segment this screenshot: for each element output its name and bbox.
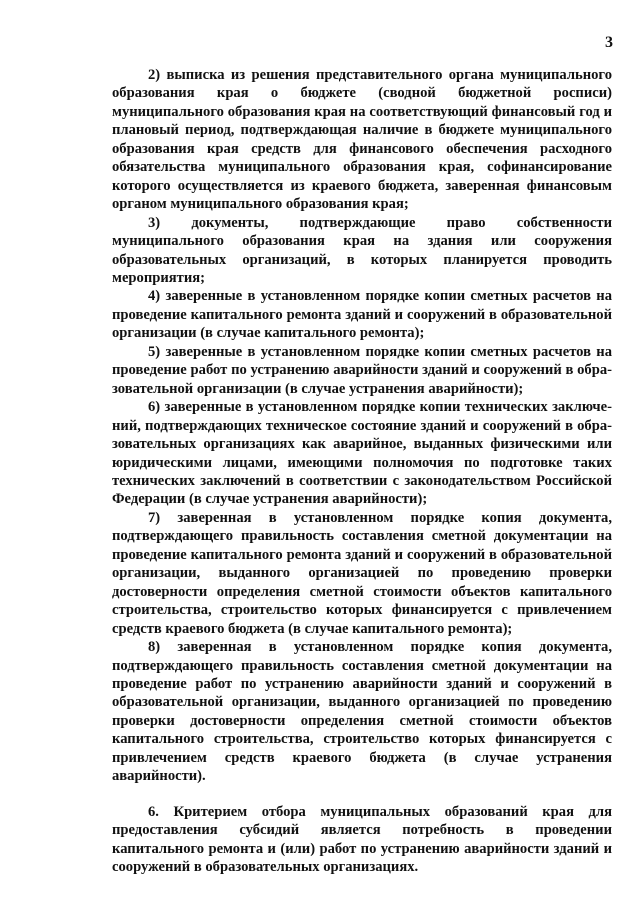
section-6-paragraph: 6. Критерием отбора муниципальных образований края для предоставления субсидий является потребность в проведении капитального ремонта и (или) работ по устранению аварийности зданий и сооружений в образовательных организациях. (112, 803, 612, 876)
paragraph-item-2: 2) выписка из решения представительного органа муниципального образования края о бюджете (сводной бюджетной росписи) муниципального образования края на соответствующий финансовый год и плановый период, подтверждающая наличие в бюджете муниципального образования края средств для финансового обеспечения расходного обязательства муниципального образования края, софинансирование которого осуществляется из краевого бюджета, заверенная финансовым органом муниципального образования края; (112, 67, 612, 213)
page-number: 3 (605, 34, 613, 51)
paragraph-item-5: 5) заверенные в установленном порядке копии сметных расчетов на проведение работ по устранению аварийности зданий и сооружений в образовательной организации (в случае устранения аварийности); (112, 343, 612, 397)
document-body (112, 66, 612, 876)
paragraph-item-3: 3) документы, подтверждающие право собственности муниципального образования края на здания или сооружения образовательных организаций, в которых планируется проводить мероприятия; (112, 214, 612, 286)
paragraph-item-6: 6) заверенные в установленном порядке копии технических заключений, подтверждающих техническое состояние зданий и сооружений в образовательных организациях как аварийное, выданных физическими или юридическими лицами, имеющими полномочия по подготовке таких технических заключений в соответствии с законодательством Российской Федерации (в случае устранения аварийности); (112, 399, 612, 508)
paragraph-item-4: 4) заверенные в установленном порядке копии сметных расчетов на проведение капитального ремонта зданий и сооружений в образовательной организации (в случае капитального ремонта); (112, 288, 612, 342)
paragraph-item-8: 8) заверенная в установленном порядке копия документа, подтверждающего правильность составления сметной документации на проведение работ по устранению аварийности зданий и сооружений в образовательной организации, выданного организацией по проведению проверки достоверности определения сметной стоимости объектов капитального строительства, строительство которых финансируется с привлечением средств краевого бюджета (в случае устранения аварийности). (112, 639, 612, 785)
paragraph-item-7: 7) заверенная в установленном порядке копия документа, подтверждающего правильность составления сметной документации на проведение капитального ремонта зданий и сооружений в образовательной организации, выданного организацией по проведению проверки достоверности определения сметной стоимости объектов капитального строительства, строительство которых финансируется с привлечением средств краевого бюджета (в случае капитального ремонта); (112, 509, 612, 637)
